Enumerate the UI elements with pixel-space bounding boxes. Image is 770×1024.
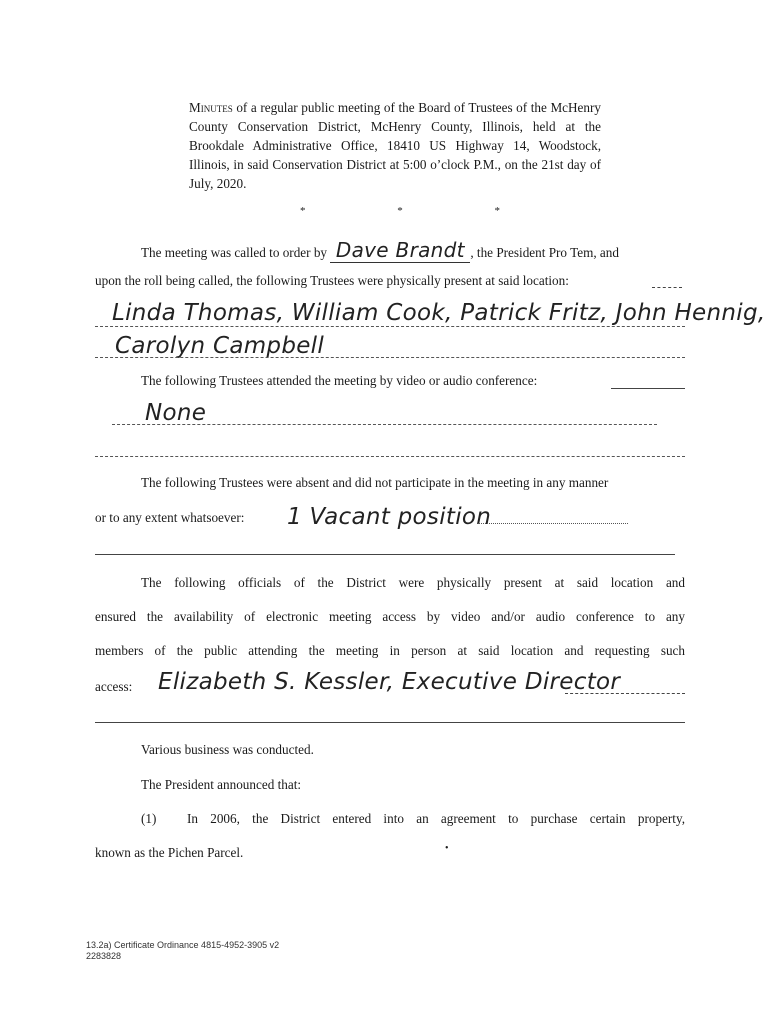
- officials-rule-2: [95, 722, 685, 723]
- absent-entry: 1 Vacant position: [287, 504, 492, 530]
- present-trustees-line-2: [115, 333, 324, 359]
- separator-star: *: [300, 205, 306, 217]
- absent-rule-1: [478, 523, 628, 524]
- item-1-number: (1): [141, 811, 157, 826]
- absent-text-1: The following Trustees were absent and did not participate in the meeting in any manner: [141, 475, 609, 490]
- officials-line-2: [95, 609, 685, 625]
- footer-doc-id: 13.2a) Certificate Ordinance 4815-4952-3905 v2: [86, 940, 280, 950]
- call-to-order-line: [141, 238, 619, 263]
- minutes-label: Minutes: [189, 100, 233, 115]
- item-1-line-2: [95, 845, 243, 861]
- separator-star: *: [397, 205, 403, 217]
- roll-call-text: upon the roll being called, the following Trustees were physically present at said location:: [95, 273, 569, 288]
- presiding-officer-field: [330, 238, 470, 263]
- call-to-order-suffix: , the President Pro Tem, and: [470, 245, 619, 260]
- officials-line-3: [95, 643, 685, 659]
- officials-text-3: members of the public attending the meeting in person at said location and requesting such: [95, 643, 685, 658]
- absent-line-1: [141, 475, 608, 491]
- absent-text-2: or to any extent whatsoever:: [95, 510, 245, 525]
- officials-entry-line: [158, 669, 620, 695]
- announcement-line: [141, 777, 301, 793]
- heading-text: of a regular public meeting of the Board of Trustees of the McHenry County Conservation District, McHenry County, Illinois, held at the Brookdale Administrative Office, 18410 US Highway 14, Woodstock, Illinois, in said Conservation District at 5:00 o’clock P.M., on the 21st day of July, 2020.: [189, 100, 601, 191]
- section-separator: [300, 205, 500, 217]
- item-1-text-1: In 2006, the District entered into an agreement to purchase certain property,: [187, 811, 685, 826]
- absent-line-2: [95, 510, 244, 526]
- officials-rule-1: [565, 693, 685, 694]
- item-1-line-1: [187, 811, 685, 827]
- present-trustees-entry-2: Carolyn Campbell: [115, 333, 325, 359]
- officials-access-line: [95, 679, 132, 695]
- present-trustees-line-1: [112, 300, 765, 326]
- document-footer: [86, 940, 279, 962]
- present-trustees-entry-1: Linda Thomas, William Cook, Patrick Fritz, John Hennig,: [112, 300, 766, 326]
- officials-access-label: access:: [95, 679, 133, 694]
- present-trustees-rule-1: [95, 326, 685, 327]
- present-trustees-rule-2: [95, 357, 685, 358]
- roll-call-line: [95, 273, 569, 289]
- officials-entry: Elizabeth S. Kessler, Executive Director: [158, 669, 621, 695]
- business-text: Various business was conducted.: [141, 742, 314, 757]
- business-line: [141, 742, 314, 758]
- footer-doc-number: 2283828: [86, 951, 122, 961]
- call-to-order-prefix: The meeting was called to order by: [141, 245, 328, 260]
- video-attendance-entry: None: [145, 400, 207, 426]
- item-1-number-line: [141, 811, 156, 827]
- announcement-text: The President announced that:: [141, 777, 302, 792]
- officials-text-2: ensured the availability of electronic meeting access by video and/or audio conference to any: [95, 609, 685, 624]
- minutes-heading: [189, 98, 601, 193]
- stray-mark: •: [445, 843, 449, 854]
- absent-rule-2: [95, 554, 675, 555]
- roll-call-blank: [652, 287, 682, 288]
- separator-star: *: [494, 205, 500, 217]
- video-attendance-rule-1: [112, 424, 657, 425]
- video-attendance-text: The following Trustees attended the meeting by video or audio conference:: [141, 373, 538, 388]
- officials-line-1: [141, 575, 685, 591]
- absent-entry-line: [287, 504, 491, 530]
- presiding-officer-name: Dave Brandt: [335, 238, 465, 262]
- officials-text-1: The following officials of the District were physically present at said location and: [141, 575, 685, 590]
- video-attendance-entry-line: [145, 400, 206, 426]
- item-1-text-2: known as the Pichen Parcel.: [95, 845, 244, 860]
- video-attendance-blank: [611, 388, 685, 389]
- video-attendance-line: [141, 373, 537, 389]
- video-attendance-rule-2: [95, 456, 685, 457]
